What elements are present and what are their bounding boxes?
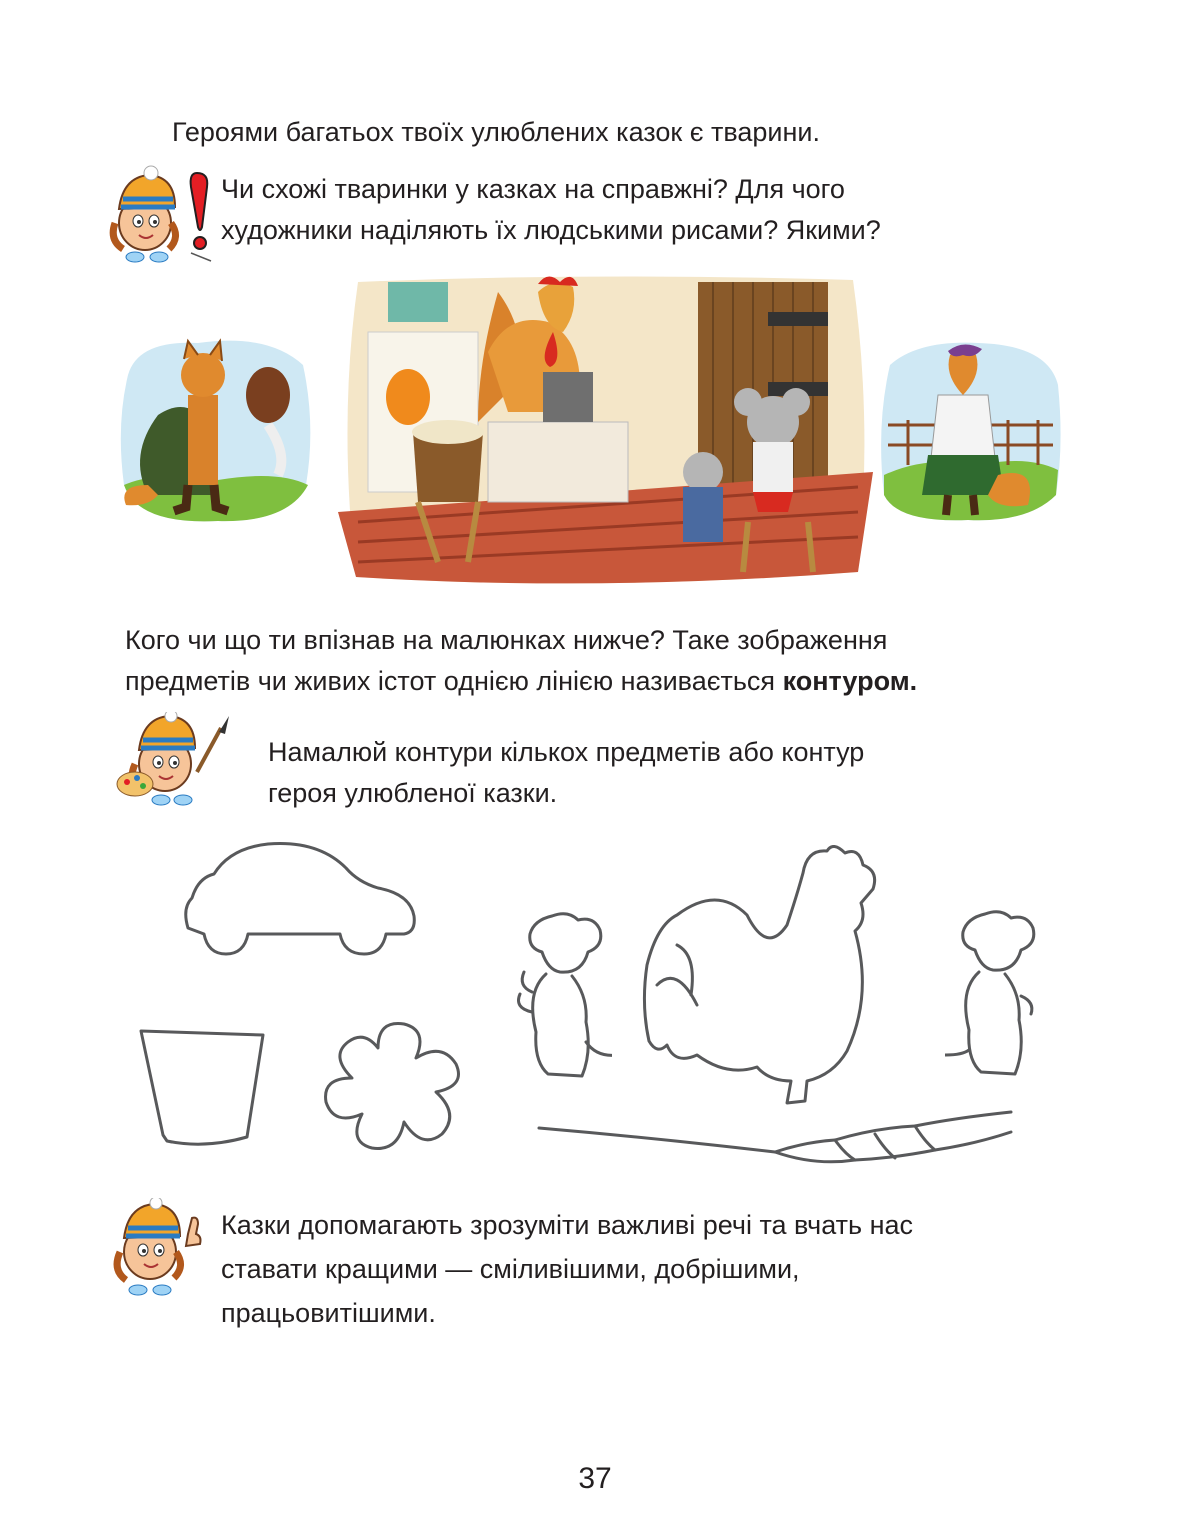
mouse-outline-left (512, 912, 612, 1094)
question-line-1: Чи схожі тваринки у казках на справжні? Для чого (221, 174, 845, 204)
task-text (268, 732, 1068, 814)
rooster-outline (637, 845, 892, 1110)
contour-line-2: предметів чи живих істот однією лінією називається (125, 666, 783, 696)
contour-line-1: Кого чи що ти впізнав на малюнках нижче? Таке зображення (125, 625, 888, 655)
car-outline (178, 838, 420, 963)
task-line-2: героя улюбленої казки. (268, 778, 558, 808)
contour-term: контуром. (782, 666, 918, 696)
conclusion-line-3: працьовитішими. (221, 1298, 436, 1328)
conclusion-text (221, 1203, 1101, 1335)
mouse-outline-right (945, 910, 1045, 1092)
intro-text: Героями багатьох твоїх улюблених казок є тварини. (172, 117, 820, 147)
rooster-and-mice-illustration (338, 272, 873, 590)
conclusion-line-2: ставати кращими — сміливішими, добрішими, (221, 1254, 800, 1284)
page-number: 37 (578, 1462, 612, 1495)
puss-in-boots-illustration (118, 335, 316, 525)
fox-illustration (878, 335, 1063, 525)
wheat-outline (535, 1108, 1015, 1173)
contour-text (125, 620, 1085, 702)
question-line-2: художники наділяють їх людськими рисами? Якими? (221, 215, 881, 245)
mascot-thumbs-up-icon (108, 1198, 208, 1298)
mascot-artist-icon (113, 712, 245, 808)
bucket-outline (135, 1025, 270, 1150)
flower-outline (318, 1018, 470, 1158)
task-line-1: Намалюй контури кількох предметів або контур (268, 737, 865, 767)
mascot-exclamation-icon (105, 165, 220, 265)
question-text (221, 169, 1081, 251)
exclamation-mark (191, 173, 208, 230)
conclusion-line-1: Казки допомагають зрозуміти важливі речі та вчать нас (221, 1210, 914, 1240)
